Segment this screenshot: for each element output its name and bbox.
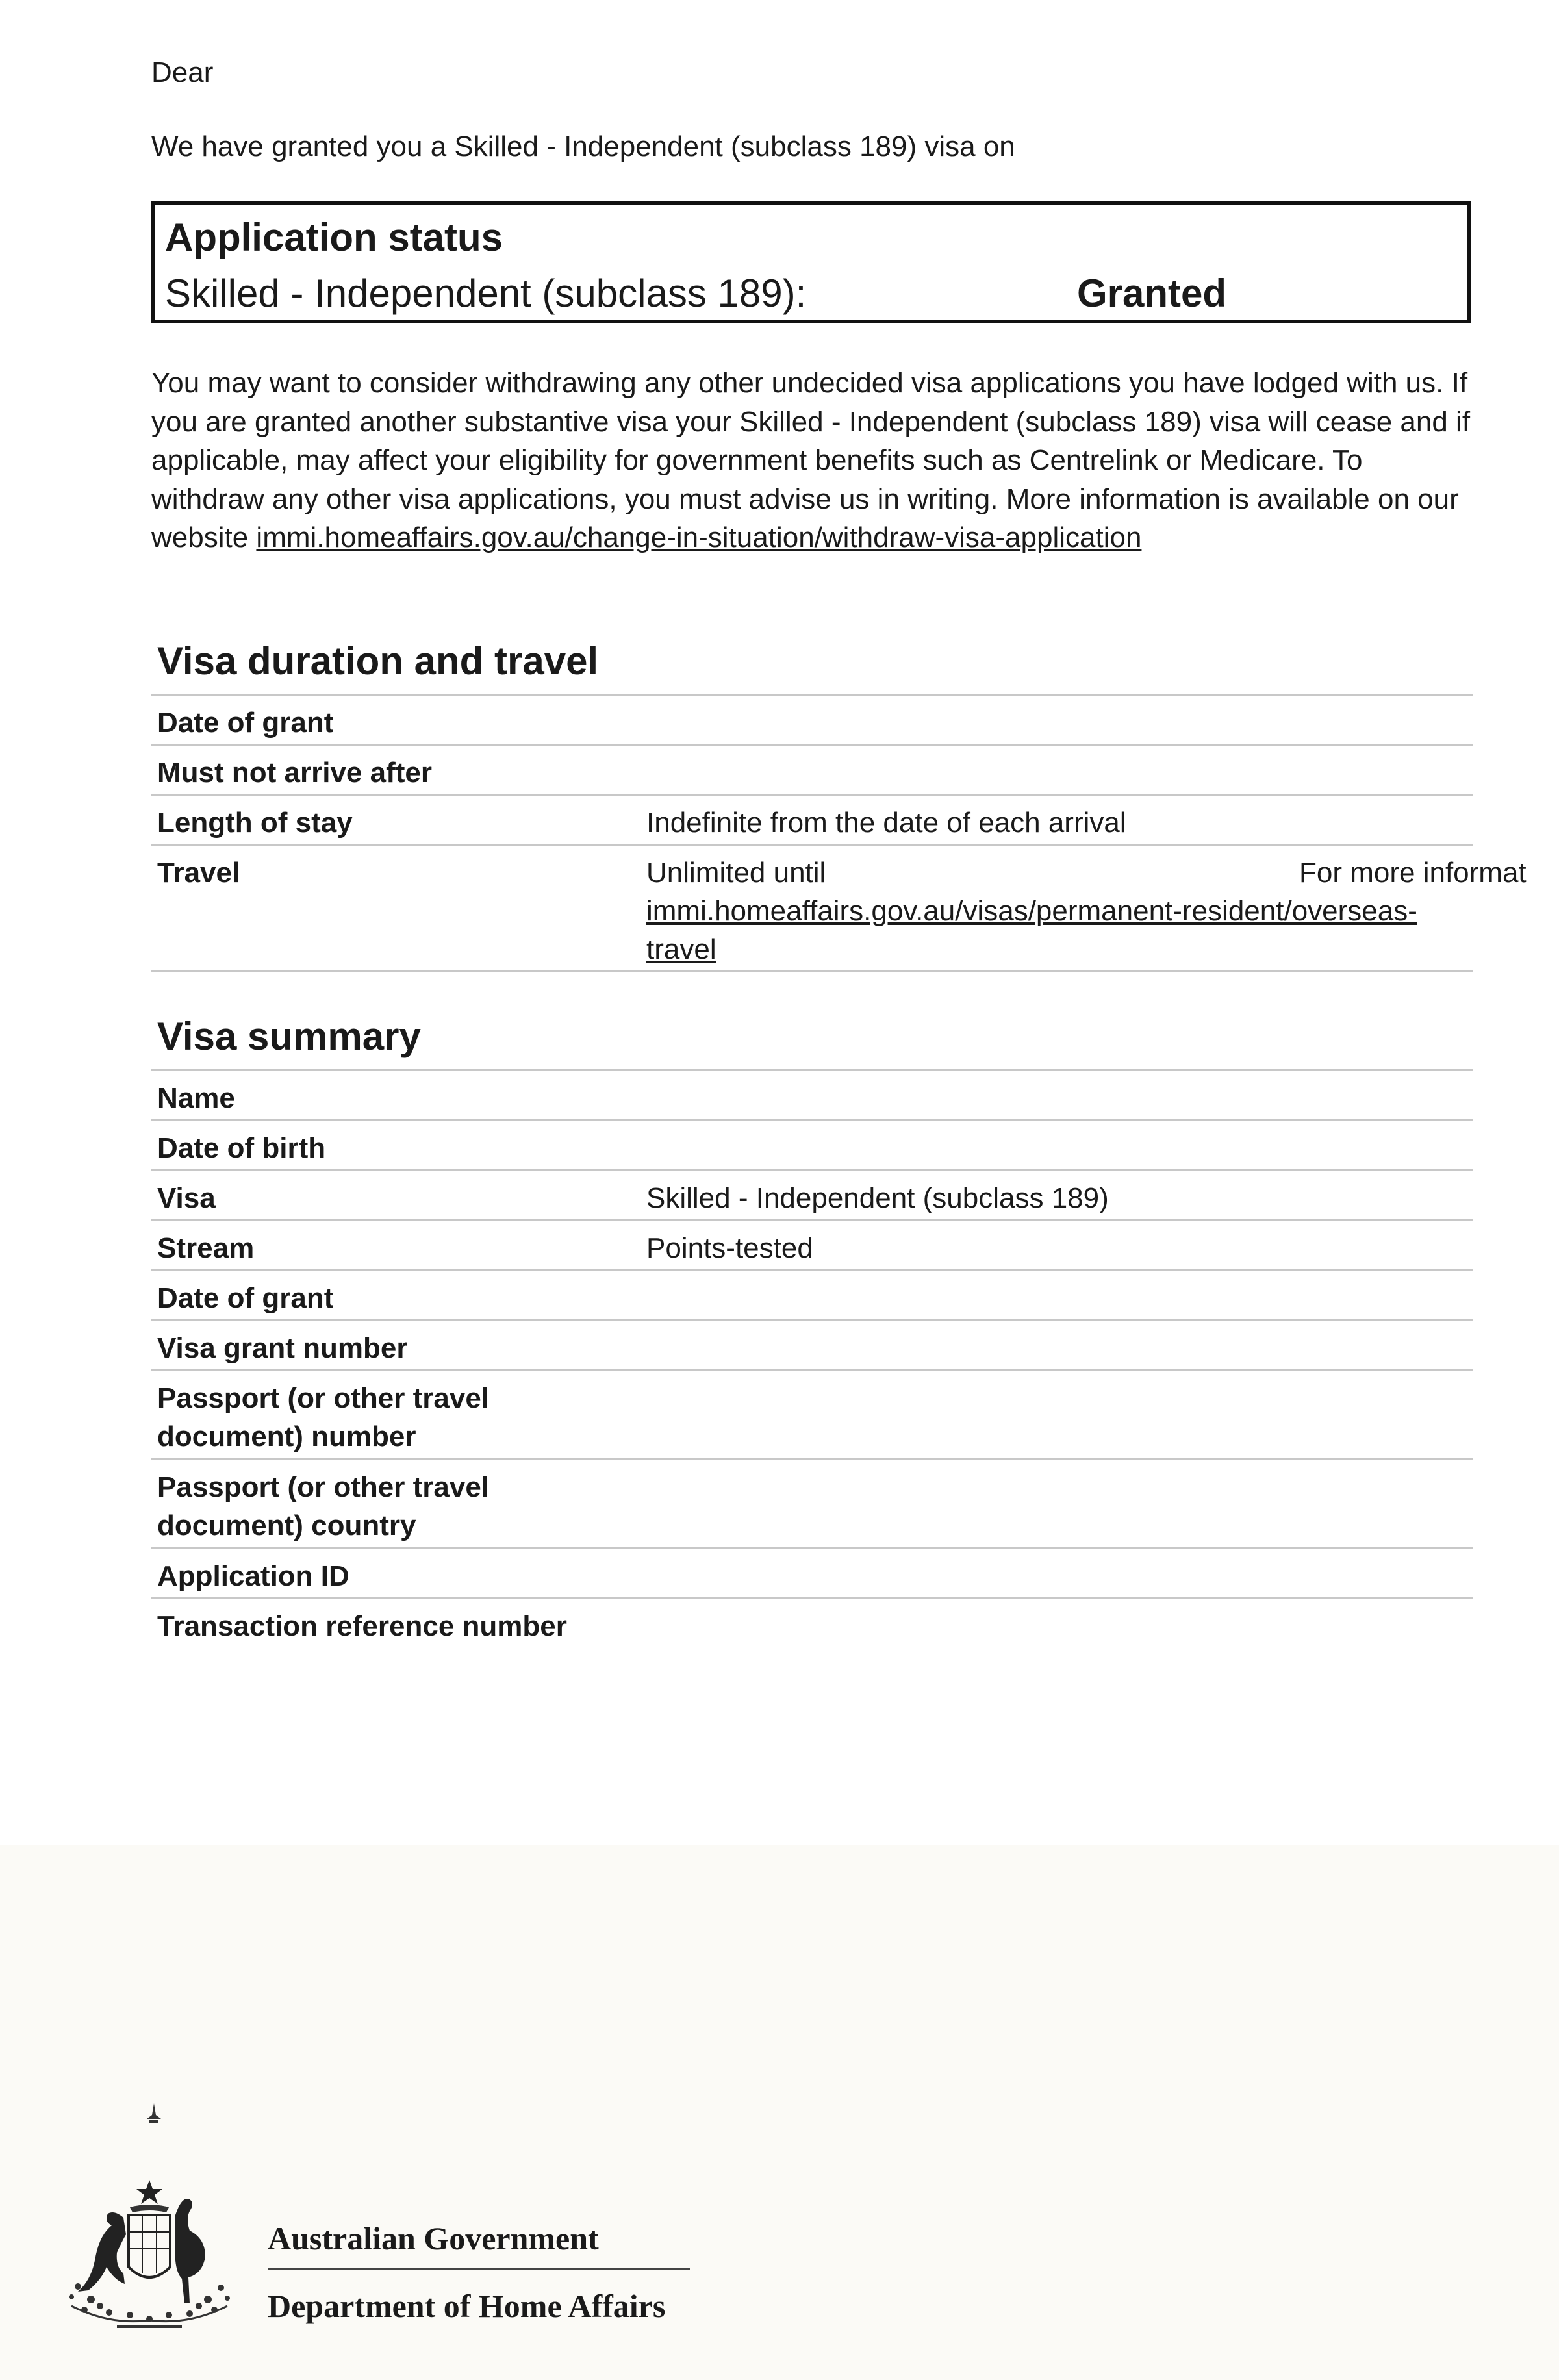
- duration-section-title: Visa duration and travel: [157, 639, 599, 683]
- row-value: Points-tested: [646, 1232, 813, 1264]
- table-row: [151, 1597, 1473, 1647]
- row-label: Date of birth: [157, 1132, 326, 1164]
- row-label: Travel: [157, 857, 240, 889]
- row-label: Visa grant number: [157, 1332, 408, 1364]
- status-visa: Skilled - Independent (subclass 189):: [165, 272, 807, 315]
- summary-table: [151, 1069, 1473, 1647]
- table-row: [151, 1547, 1473, 1597]
- coat-of-arms-icon: [52, 2176, 247, 2332]
- row-label: Date of grant: [157, 1282, 334, 1314]
- table-row: [151, 1169, 1473, 1219]
- duration-table: [151, 694, 1527, 972]
- table-row: [151, 1069, 1473, 1119]
- row-label: Name: [157, 1082, 235, 1114]
- government-name: Australian Government: [268, 2220, 599, 2257]
- table-row: [151, 1219, 1473, 1269]
- row-label: Passport (or other travel document) country: [157, 1471, 490, 1541]
- table-row: [151, 1119, 1473, 1169]
- row-value: Skilled - Independent (subclass 189): [646, 1182, 1109, 1214]
- withdraw-notice: [151, 364, 1477, 557]
- summary-section-title: Visa summary: [157, 1015, 421, 1058]
- table-row: [151, 1458, 1473, 1547]
- department-name: Department of Home Affairs: [268, 2288, 666, 2324]
- small-mark-icon: [144, 2102, 164, 2125]
- application-status-box: [151, 201, 1471, 323]
- travel-value: Unlimited until: [646, 857, 826, 889]
- grant-intro: We have granted you a Skilled - Independent (subclass 189) visa on: [151, 131, 1015, 162]
- row-label: Stream: [157, 1232, 255, 1264]
- table-row: [151, 794, 1473, 844]
- salutation: Dear: [151, 57, 214, 88]
- row-label: Visa: [157, 1182, 216, 1214]
- overseas-travel-link[interactable]: immi.homeaffairs.gov.au/visas/permanent-resident/overseas-travel: [646, 895, 1417, 965]
- row-label: Length of stay: [157, 807, 353, 839]
- table-row: [151, 844, 1527, 970]
- row-label: Date of grant: [157, 707, 334, 739]
- footer-divider: [268, 2268, 690, 2270]
- travel-more-info: For more informat: [1299, 857, 1527, 889]
- status-value: Granted: [1077, 272, 1227, 315]
- table-bottom-rule: [151, 970, 1473, 972]
- table-row: [151, 694, 1473, 744]
- withdraw-link[interactable]: immi.homeaffairs.gov.au/change-in-situation/withdraw-visa-application: [256, 522, 1142, 553]
- table-row: [151, 744, 1473, 794]
- table-row: [151, 1369, 1473, 1458]
- table-row: [151, 1319, 1473, 1369]
- status-title: Application status: [165, 216, 503, 259]
- row-label: Application ID: [157, 1560, 349, 1592]
- row-value: Indefinite from the date of each arrival: [646, 807, 1126, 839]
- row-label: Must not arrive after: [157, 757, 432, 789]
- row-label: Transaction reference number: [157, 1610, 567, 1642]
- table-row: [151, 1269, 1473, 1319]
- row-label: Passport (or other travel document) number: [157, 1382, 490, 1452]
- notice-text: You may want to consider withdrawing any other undecided visa applications you have lodged with us. If you are granted another substantive visa your Skilled - Independent (subclass 189) visa will cease and if applicable, may affect your eligibility for government benefits such as Centrelink or Medicare. To withdraw any other visa applications, you must advise us in writing. More information is available on our website: [151, 367, 1471, 553]
